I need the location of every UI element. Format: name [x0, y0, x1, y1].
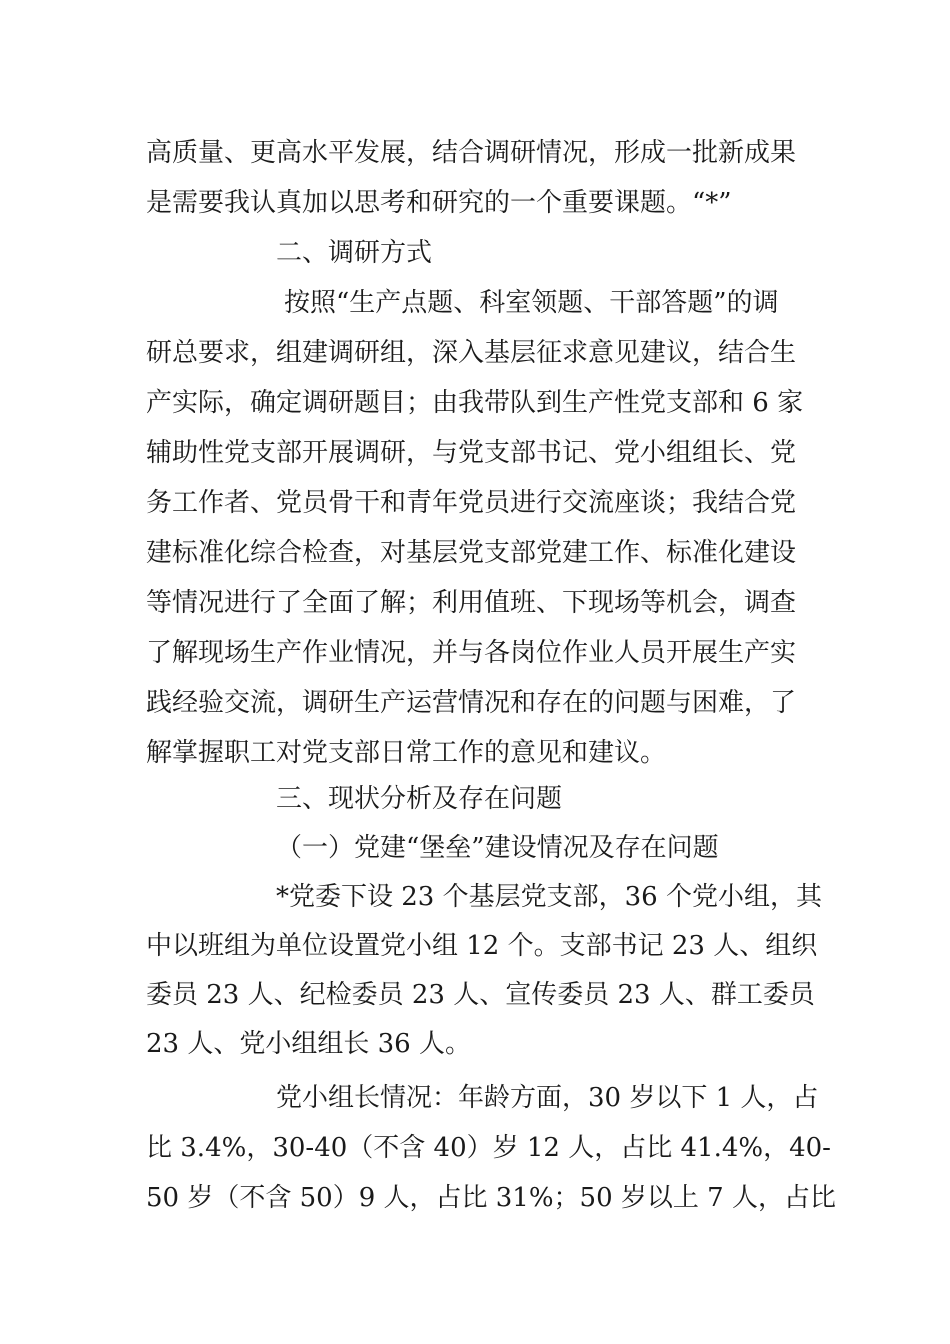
body-text-line: 50 岁（不含 50）9 人，占比 31%；50 岁以上 7 人，占比	[146, 1183, 836, 1213]
body-text-line: 践经验交流，调研生产运营情况和存在的问题与困难，了	[146, 688, 797, 718]
section-heading: 三、现状分析及存在问题	[276, 784, 563, 814]
body-text-line: 产实际，确定调研题目；由我带队到生产性党支部和 6 家	[146, 388, 804, 418]
subsection-heading: （一）党建“堡垒”建设情况及存在问题	[276, 833, 719, 863]
body-text-line: 建标准化综合检查，对基层党支部党建工作、标准化建设	[146, 538, 797, 568]
body-text-line: 按照“生产点题、科室领题、干部答题”的调	[284, 288, 779, 318]
body-text-line: 务工作者、党员骨干和青年党员进行交流座谈；我结合党	[146, 488, 797, 518]
body-text-line: 等情况进行了全面了解；利用值班、下现场等机会，调查	[146, 588, 797, 618]
body-text-line: 比 3.4%，30-40（不含 40）岁 12 人，占比 41.4%，40-	[146, 1133, 831, 1163]
body-text-line: 了解现场生产作业情况，并与各岗位作业人员开展生产实	[146, 638, 797, 668]
body-text-line: 党小组长情况：年龄方面，30 岁以下 1 人，占	[276, 1083, 819, 1113]
body-text-line: 辅助性党支部开展调研，与党支部书记、党小组组长、党	[146, 438, 797, 468]
body-text-line: 研总要求，组建调研组，深入基层征求意见建议，结合生	[146, 338, 797, 368]
body-text-line: *党委下设 23 个基层党支部，36 个党小组，其	[276, 882, 822, 912]
body-text-line: 中以班组为单位设置党小组 12 个。支部书记 23 人、组织	[146, 931, 818, 961]
body-text-line: 23 人、党小组组长 36 人。	[146, 1029, 471, 1059]
body-text-line: 高质量、更高水平发展，结合调研情况，形成一批新成果	[146, 138, 797, 168]
body-text-line: 委员 23 人、纪检委员 23 人、宣传委员 23 人、群工委员	[146, 980, 815, 1010]
body-text-line: 是需要我认真加以思考和研究的一个重要课题。“*”	[146, 188, 732, 218]
section-heading: 二、调研方式	[276, 238, 433, 268]
body-text-line: 解掌握职工对党支部日常工作的意见和建议。	[146, 738, 667, 768]
